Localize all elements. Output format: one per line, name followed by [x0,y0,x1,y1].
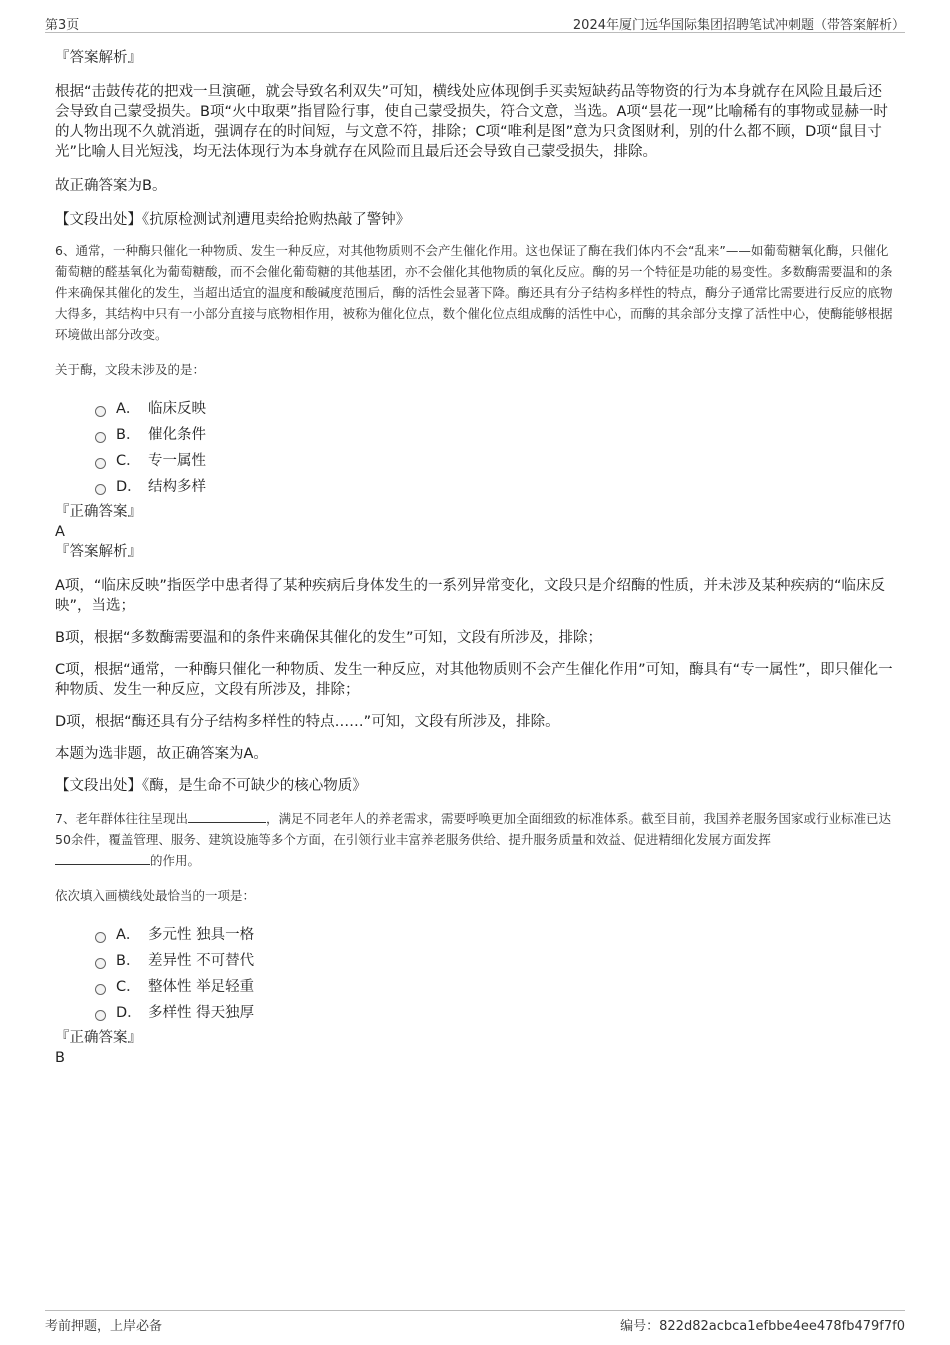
page-header [45,12,905,33]
q5-conclusion: 故正确答案为B。 [55,178,167,194]
q7-option-d[interactable] [95,1000,895,1026]
q7-stem-part1: 7、老年群体往往呈现出 [55,811,188,826]
q6-conclusion: 本题为选非题，故正确答案为A。 [55,746,268,762]
q6-analysis-c: C项，根据“通常，一种酶只催化一种物质、发生一种反应，对其他物质则不会产生催化作用”可知，酶具有“专一属性”，即只催化一种物质、发生一种反应，文段有所涉及，排除； [55,662,893,698]
q6-stem: 6、通常，一种酶只催化一种物质、发生一种反应，对其他物质则不会产生催化作用。这也保证了酶在我们体内不会“乱来”——如葡萄糖氧化酶，只催化葡萄糖的醛基氧化为葡萄糖酸，而不会催化葡萄糖的其他基团，亦不会催化其他物质的氧化反应。酶的另一个特征是功能的易变性。多数酶需要温和的条件来确保其催化的发生，当超出适宜的温度和酸碱度范围后，酶的活性会显著下降。酶还具有分子结构多样性的特点，酶分子通常比需要进行反应的底物大得多，其结构中只有一小部分直接与底物相作用，被称为催化位点，数个催化位点组成酶的活性中心，而酶的其余部分支撑了活性中心，使酶能够根据环境做出部分改变。 [55,243,893,342]
option-text: 多样性 得天独厚 [148,1005,255,1021]
radio-icon[interactable] [95,484,106,495]
radio-icon[interactable] [95,458,106,469]
option-letter: C． [116,453,141,469]
q7-question: 依次填入画横线处最恰当的一项是： [55,888,256,903]
q6-analysis-d: D项，根据“酶还具有分子结构多样性的特点……”可知，文段有所涉及，排除。 [55,714,560,730]
footer-serial: 编号：822d82acbca1efbbe4ee478fb479f7f0 [620,1319,905,1334]
option-letter: A． [116,401,141,417]
q5-source: 【文段出处】《抗原检测试剂遭甩卖给抢购热敲了警钟》 [55,212,411,228]
q7-options [55,922,895,1026]
q7-stem-part3: 的作用。 [150,853,201,868]
q7-answer: B [55,1050,65,1066]
option-letter: B． [116,953,141,969]
q7-answer-label: 『正确答案』 [55,1030,142,1046]
document-body [55,44,895,1068]
q7-blank-2[interactable] [55,852,150,865]
radio-icon[interactable] [95,984,106,995]
option-text: 整体性 举足轻重 [148,979,255,995]
page-number: 第3页 [45,18,80,33]
q6-option-a[interactable] [95,396,895,422]
document-title: 2024年厦门远华国际集团招聘笔试冲刺题（带答案解析） [572,18,905,33]
q7-option-a[interactable] [95,922,895,948]
radio-icon[interactable] [95,1010,106,1021]
option-text: 差异性 不可替代 [148,953,255,969]
q6-source: 【文段出处】《酶，是生命不可缺少的核心物质》 [55,778,367,794]
q7-option-c[interactable] [95,974,895,1000]
radio-icon[interactable] [95,958,106,969]
q6-option-b[interactable] [95,422,895,448]
option-letter: B． [116,427,141,443]
q6-answer-label: 『正确答案』 [55,504,142,520]
q6-answer: A [55,524,65,540]
q6-analysis-a: A项，“临床反映”指医学中患者得了某种疾病后身体发生的一系列异常变化，文段只是介绍酶的性质，并未涉及某种疾病的“临床反映”，当选； [55,578,885,614]
q6-option-c[interactable] [95,448,895,474]
q7-stem [55,808,895,871]
q7-stem-part2: ，满足不同老年人的养老需求，需要呼唤更加全面细致的标准体系。截至目前，我国养老服务国家或行业标准已达50余件，覆盖管理、服务、建筑设施等多个方面，在引领行业丰富养老服务供给、提升服务质量和效益、促进精细化发展方面发挥 [55,811,891,847]
page-footer [45,1310,905,1335]
footer-slogan: 考前押题，上岸必备 [45,1319,163,1334]
option-letter: D． [116,479,142,495]
option-text: 催化条件 [148,427,206,443]
q6-option-d[interactable] [95,474,895,500]
option-text: 多元性 独具一格 [148,927,255,943]
q7-blank-1[interactable] [188,810,266,823]
radio-icon[interactable] [95,432,106,443]
q6-options [55,396,895,500]
radio-icon[interactable] [95,406,106,417]
radio-icon[interactable] [95,932,106,943]
option-text: 结构多样 [148,479,206,495]
q5-analysis-label: 『答案解析』 [55,50,142,66]
option-text: 临床反映 [148,401,206,417]
option-letter: D． [116,1005,142,1021]
q6-analysis-label: 『答案解析』 [55,544,142,560]
option-text: 专一属性 [148,453,206,469]
q7-option-b[interactable] [95,948,895,974]
option-letter: A． [116,927,141,943]
q6-analysis-b: B项，根据“多数酶需要温和的条件来确保其催化的发生”可知，文段有所涉及，排除； [55,630,602,646]
q6-question: 关于酶，文段未涉及的是： [55,362,206,377]
q5-analysis-text: 根据“击鼓传花的把戏一旦演砸，就会导致名利双失”可知，横线处应体现倒手买卖短缺药品等物资的行为本身就存在风险且最后还会导致自己蒙受损失。B项“火中取栗”指冒险行事，使自己蒙受损失，符合文意，当选。A项“昙花一现”比喻稀有的事物或显赫一时的人物出现不久就消逝，强调存在的时间短，与文意不符，排除；C项“唯利是图”意为只贪图财利，别的什么都不顾，D项“鼠目寸光”比喻人目光短浅，均无法体现行为本身就存在风险而且最后还会导致自己蒙受损失，排除。 [55,84,888,160]
option-letter: C． [116,979,141,995]
